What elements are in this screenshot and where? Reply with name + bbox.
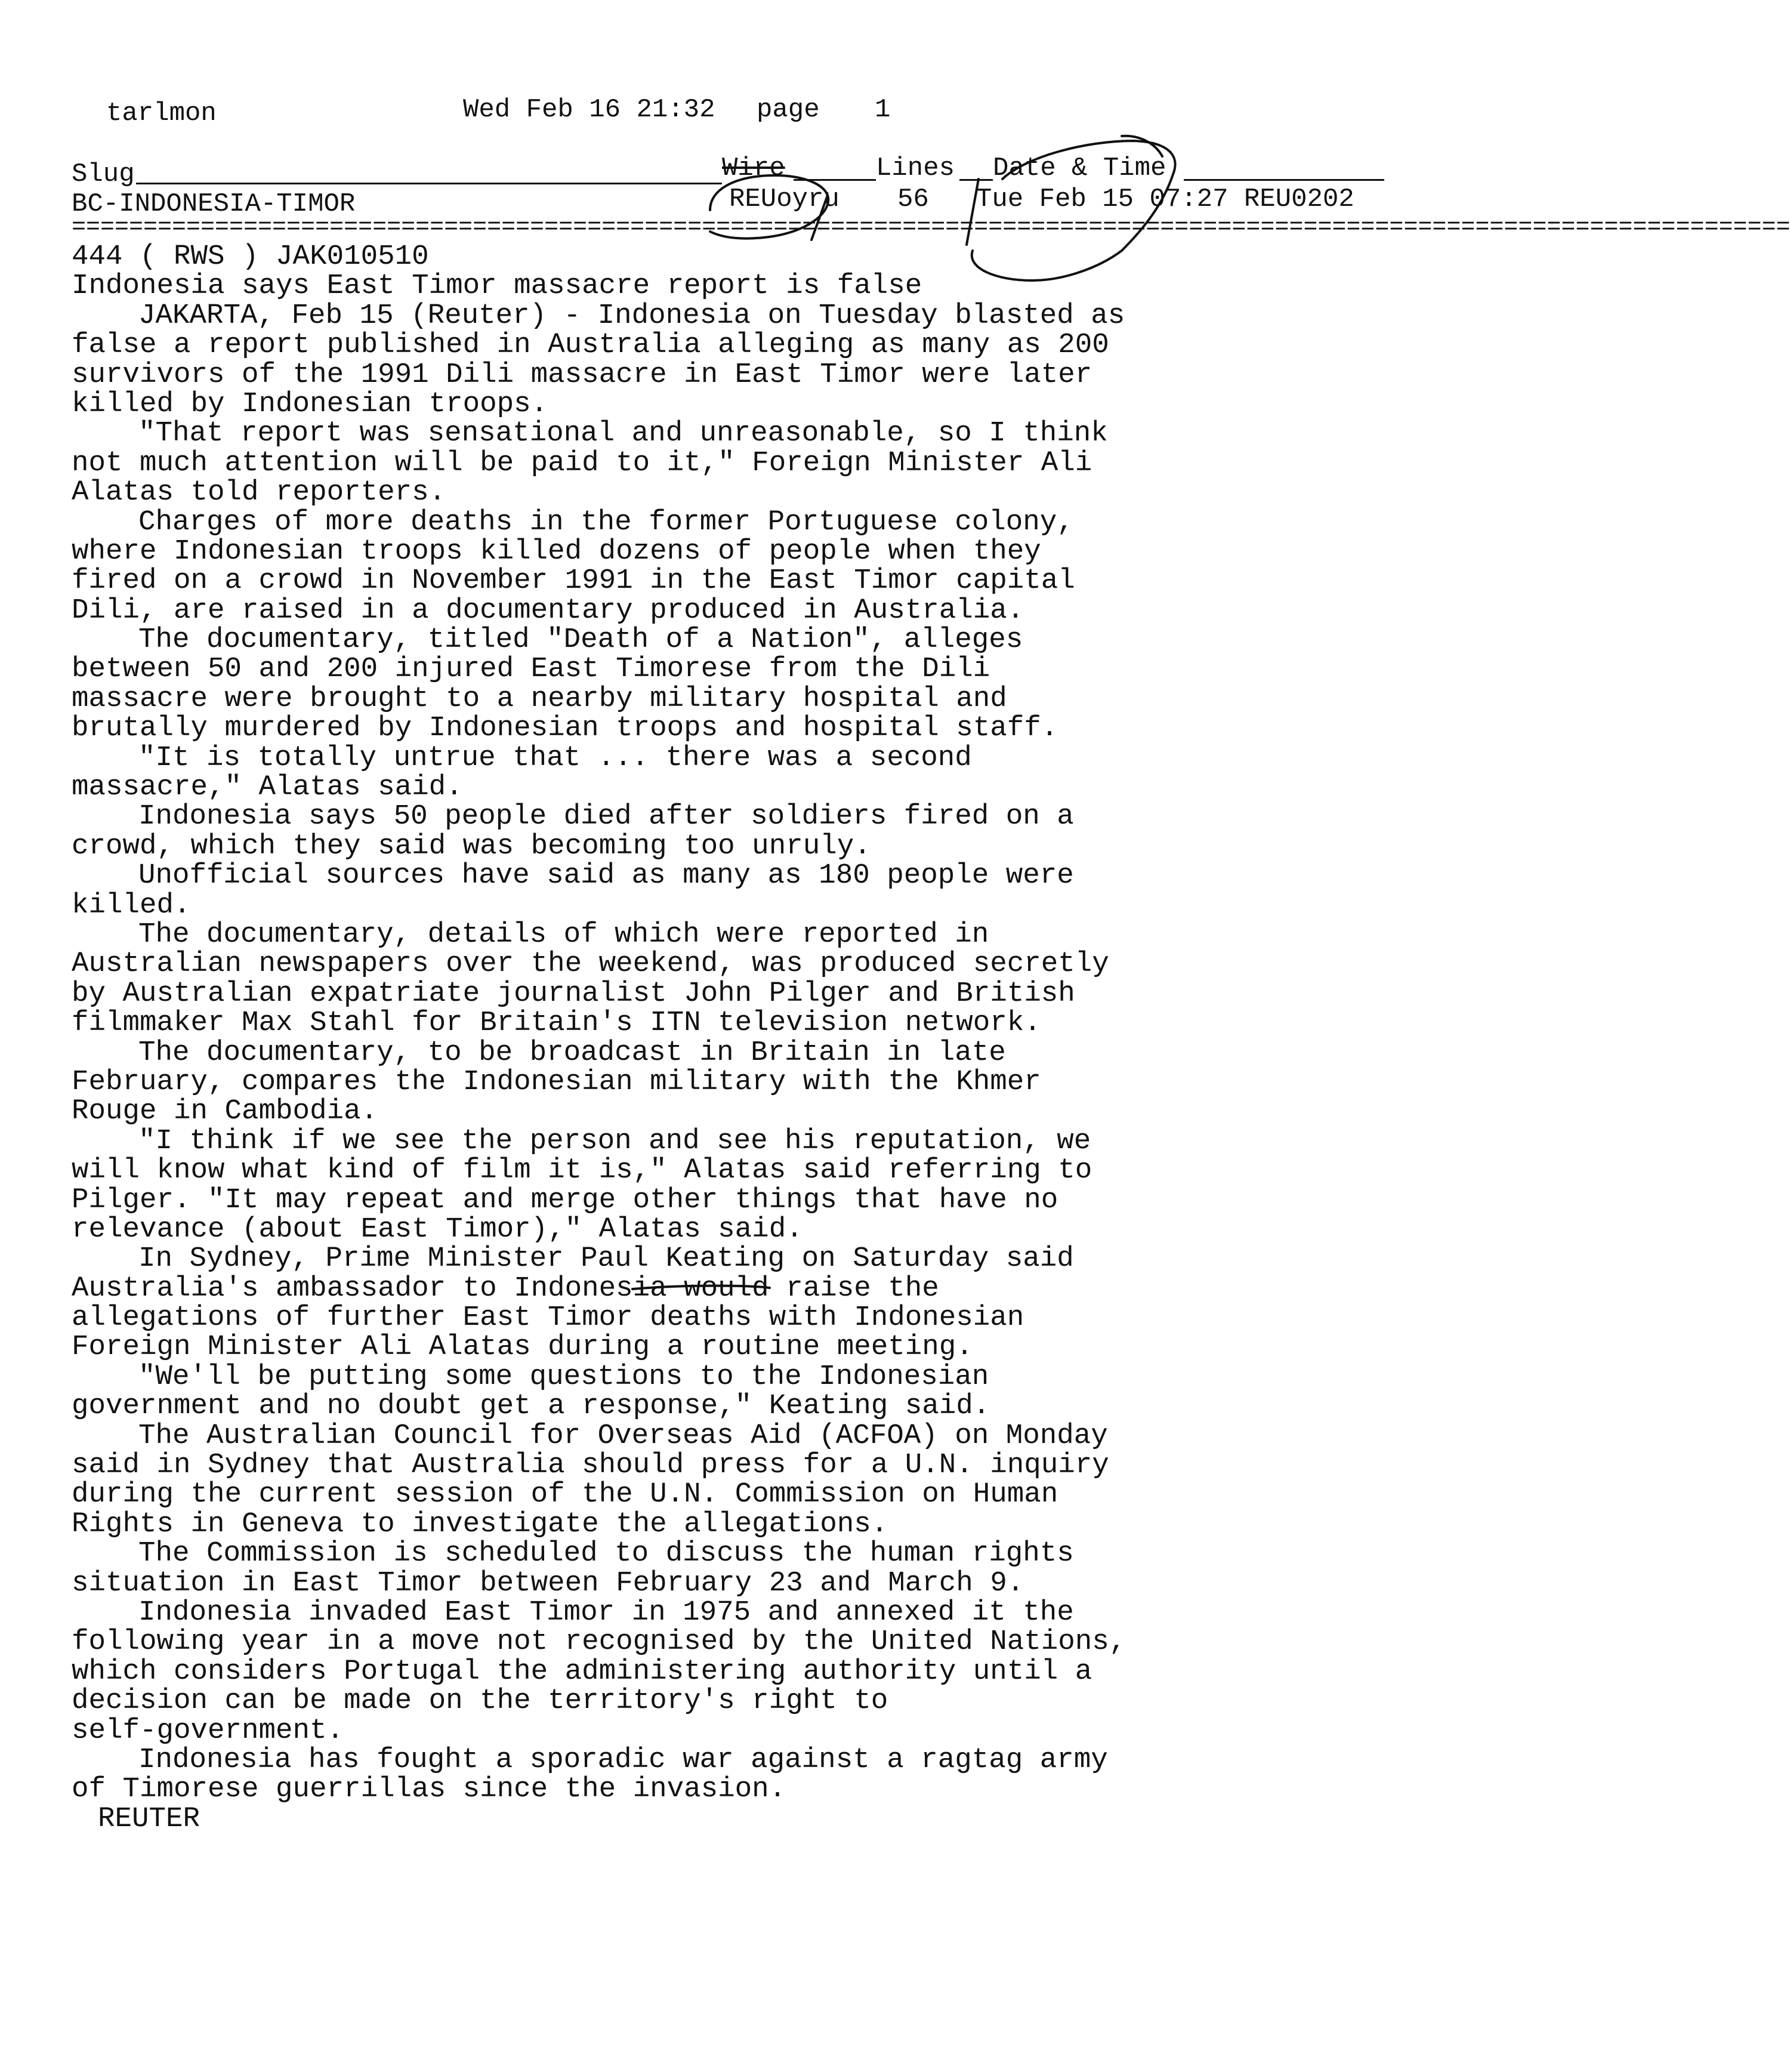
slug-value: BC-INDONESIA-TIMOR <box>72 189 356 219</box>
story-line: where Indonesian troops killed dozens of people when they <box>72 535 1041 568</box>
story-line: said in Sydney that Australia should press for a U.N. inquiry <box>72 1449 1109 1482</box>
story-line: "I think if we see the person and see his reputation, we <box>138 1124 1091 1157</box>
story-line: self-government. <box>72 1714 344 1747</box>
story-line: Indonesia says 50 people died after soldiers fired on a <box>138 800 1074 833</box>
story-line: February, compares the Indonesian military with the Khmer <box>72 1065 1041 1098</box>
print-datetime: Wed Feb 16 21:32 <box>463 95 715 125</box>
story-line: not much attention will be paid to it," Foreign Minister Ali <box>72 446 1092 479</box>
story-line: brutally murdered by Indonesian troops and hospital staff. <box>72 712 1058 745</box>
story-line: Dili, are raised in a documentary produced in Australia. <box>72 594 1024 627</box>
story-line: killed by Indonesian troops. <box>72 387 548 420</box>
story-line: following year in a move not recognised by the United Nations, <box>72 1626 1127 1658</box>
story-line: killed. <box>72 889 191 921</box>
story-line: massacre were brought to a nearby military hospital and <box>72 682 1007 715</box>
page-label: page <box>757 95 820 125</box>
page-number: 1 <box>875 95 891 125</box>
wire-label: Wire <box>722 153 785 183</box>
story-line: "We'll be putting some questions to the Indonesian <box>138 1360 989 1393</box>
story-line: Rights in Geneva to investigate the allegations. <box>72 1507 888 1540</box>
story-line: In Sydney, Prime Minister Paul Keating on Saturday said <box>138 1242 1074 1275</box>
date-underline <box>1184 179 1384 181</box>
story-line: Foreign Minister Ali Alatas during a routine meeting. <box>72 1331 973 1364</box>
story-line: "That report was sensational and unreasonable, so I think <box>138 417 1108 450</box>
story-line: JAKARTA, Feb 15 (Reuter) - Indonesia on Tuesday blasted as <box>138 299 1125 332</box>
user-name: tarlmon <box>106 98 217 128</box>
date-time-value: Tue Feb 15 07:27 REU0202 <box>976 184 1354 214</box>
lines-value: 56 <box>897 184 929 214</box>
story-line: false a report published in Australia alleging as many as 200 <box>72 329 1109 362</box>
story-line: Australian newspapers over the weekend, was produced secretly <box>72 948 1109 980</box>
story-line: Rouge in Cambodia. <box>72 1095 378 1128</box>
story-line: government and no doubt get a response," Keating said. <box>72 1390 990 1423</box>
story-line: by Australian expatriate journalist John Pilger and British <box>72 977 1075 1010</box>
story-line: The documentary, details of which were reported in <box>138 918 989 951</box>
story-lines <box>72 301 1265 1805</box>
story-line: decision can be made on the territory's right to <box>72 1685 888 1718</box>
story-line: which considers Portugal the administering authority until a <box>72 1655 1092 1688</box>
story-line: The Australian Council for Overseas Aid (ACFOA) on Monday <box>138 1419 1108 1452</box>
story-line: fired on a crowd in November 1991 in the East Timor capital <box>72 565 1075 597</box>
story-line: Indonesia invaded East Timor in 1975 and annexed it the <box>138 1596 1074 1629</box>
story-line: The Commission is scheduled to discuss the human rights <box>138 1537 1074 1570</box>
story-signoff: REUTER <box>98 1802 200 1835</box>
separator-line: ======================================================================================================================== <box>72 214 1790 241</box>
date-time-label: Date & Time <box>993 153 1166 183</box>
wire-underline <box>794 179 876 181</box>
story-line: during the current session of the U.N. Commission on Human <box>72 1478 1058 1511</box>
story-line: Alatas told reporters. <box>72 476 446 509</box>
story-line: of Timorese guerrillas since the invasion. <box>72 1773 786 1806</box>
lines-label: Lines <box>876 153 955 183</box>
story-line: will know what kind of film it is," Alatas said referring to <box>72 1154 1092 1187</box>
story-id: 444 ( RWS ) JAK010510 <box>72 240 429 273</box>
story-line: situation in East Timor between February 23 and March 9. <box>72 1567 1024 1599</box>
story-line: Unofficial sources have said as many as 180 people were <box>138 859 1074 892</box>
story-line: "It is totally untrue that ... there was a second <box>138 741 972 774</box>
slug-underline <box>136 183 722 184</box>
story-line: crowd, which they said was becoming too unruly. <box>72 830 871 862</box>
story-line: Pilger. "It may repeat and merge other things that have no <box>72 1183 1058 1216</box>
lines-underline <box>959 179 993 181</box>
story-line: allegations of further East Timor deaths with Indonesian <box>72 1302 1024 1334</box>
story-line: survivors of the 1991 Dili massacre in East Timor were later <box>72 358 1092 391</box>
wire-value: REUoyru <box>729 184 840 214</box>
story-line: filmmaker Max Stahl for Britain's ITN television network. <box>72 1007 1041 1040</box>
story-line: relevance (about East Timor)," Alatas said. <box>72 1213 803 1245</box>
story-line: between 50 and 200 injured East Timorese from the Dili <box>72 653 990 686</box>
story-headline: Indonesia says East Timor massacre report is false <box>72 270 922 303</box>
story-body <box>72 242 1265 1834</box>
story-line: Charges of more deaths in the former Portuguese colony, <box>138 505 1074 538</box>
story-line: The documentary, to be broadcast in Britain in late <box>138 1036 1006 1069</box>
story-line: Indonesia has fought a sporadic war against a ragtag army <box>138 1743 1108 1776</box>
story-line: The documentary, titled "Death of a Nation", alleges <box>138 624 1023 656</box>
story-line: Australia's ambassador to Indonesia would raise the <box>72 1272 939 1305</box>
slug-label: Slug <box>72 159 135 189</box>
story-line: massacre," Alatas said. <box>72 771 463 804</box>
